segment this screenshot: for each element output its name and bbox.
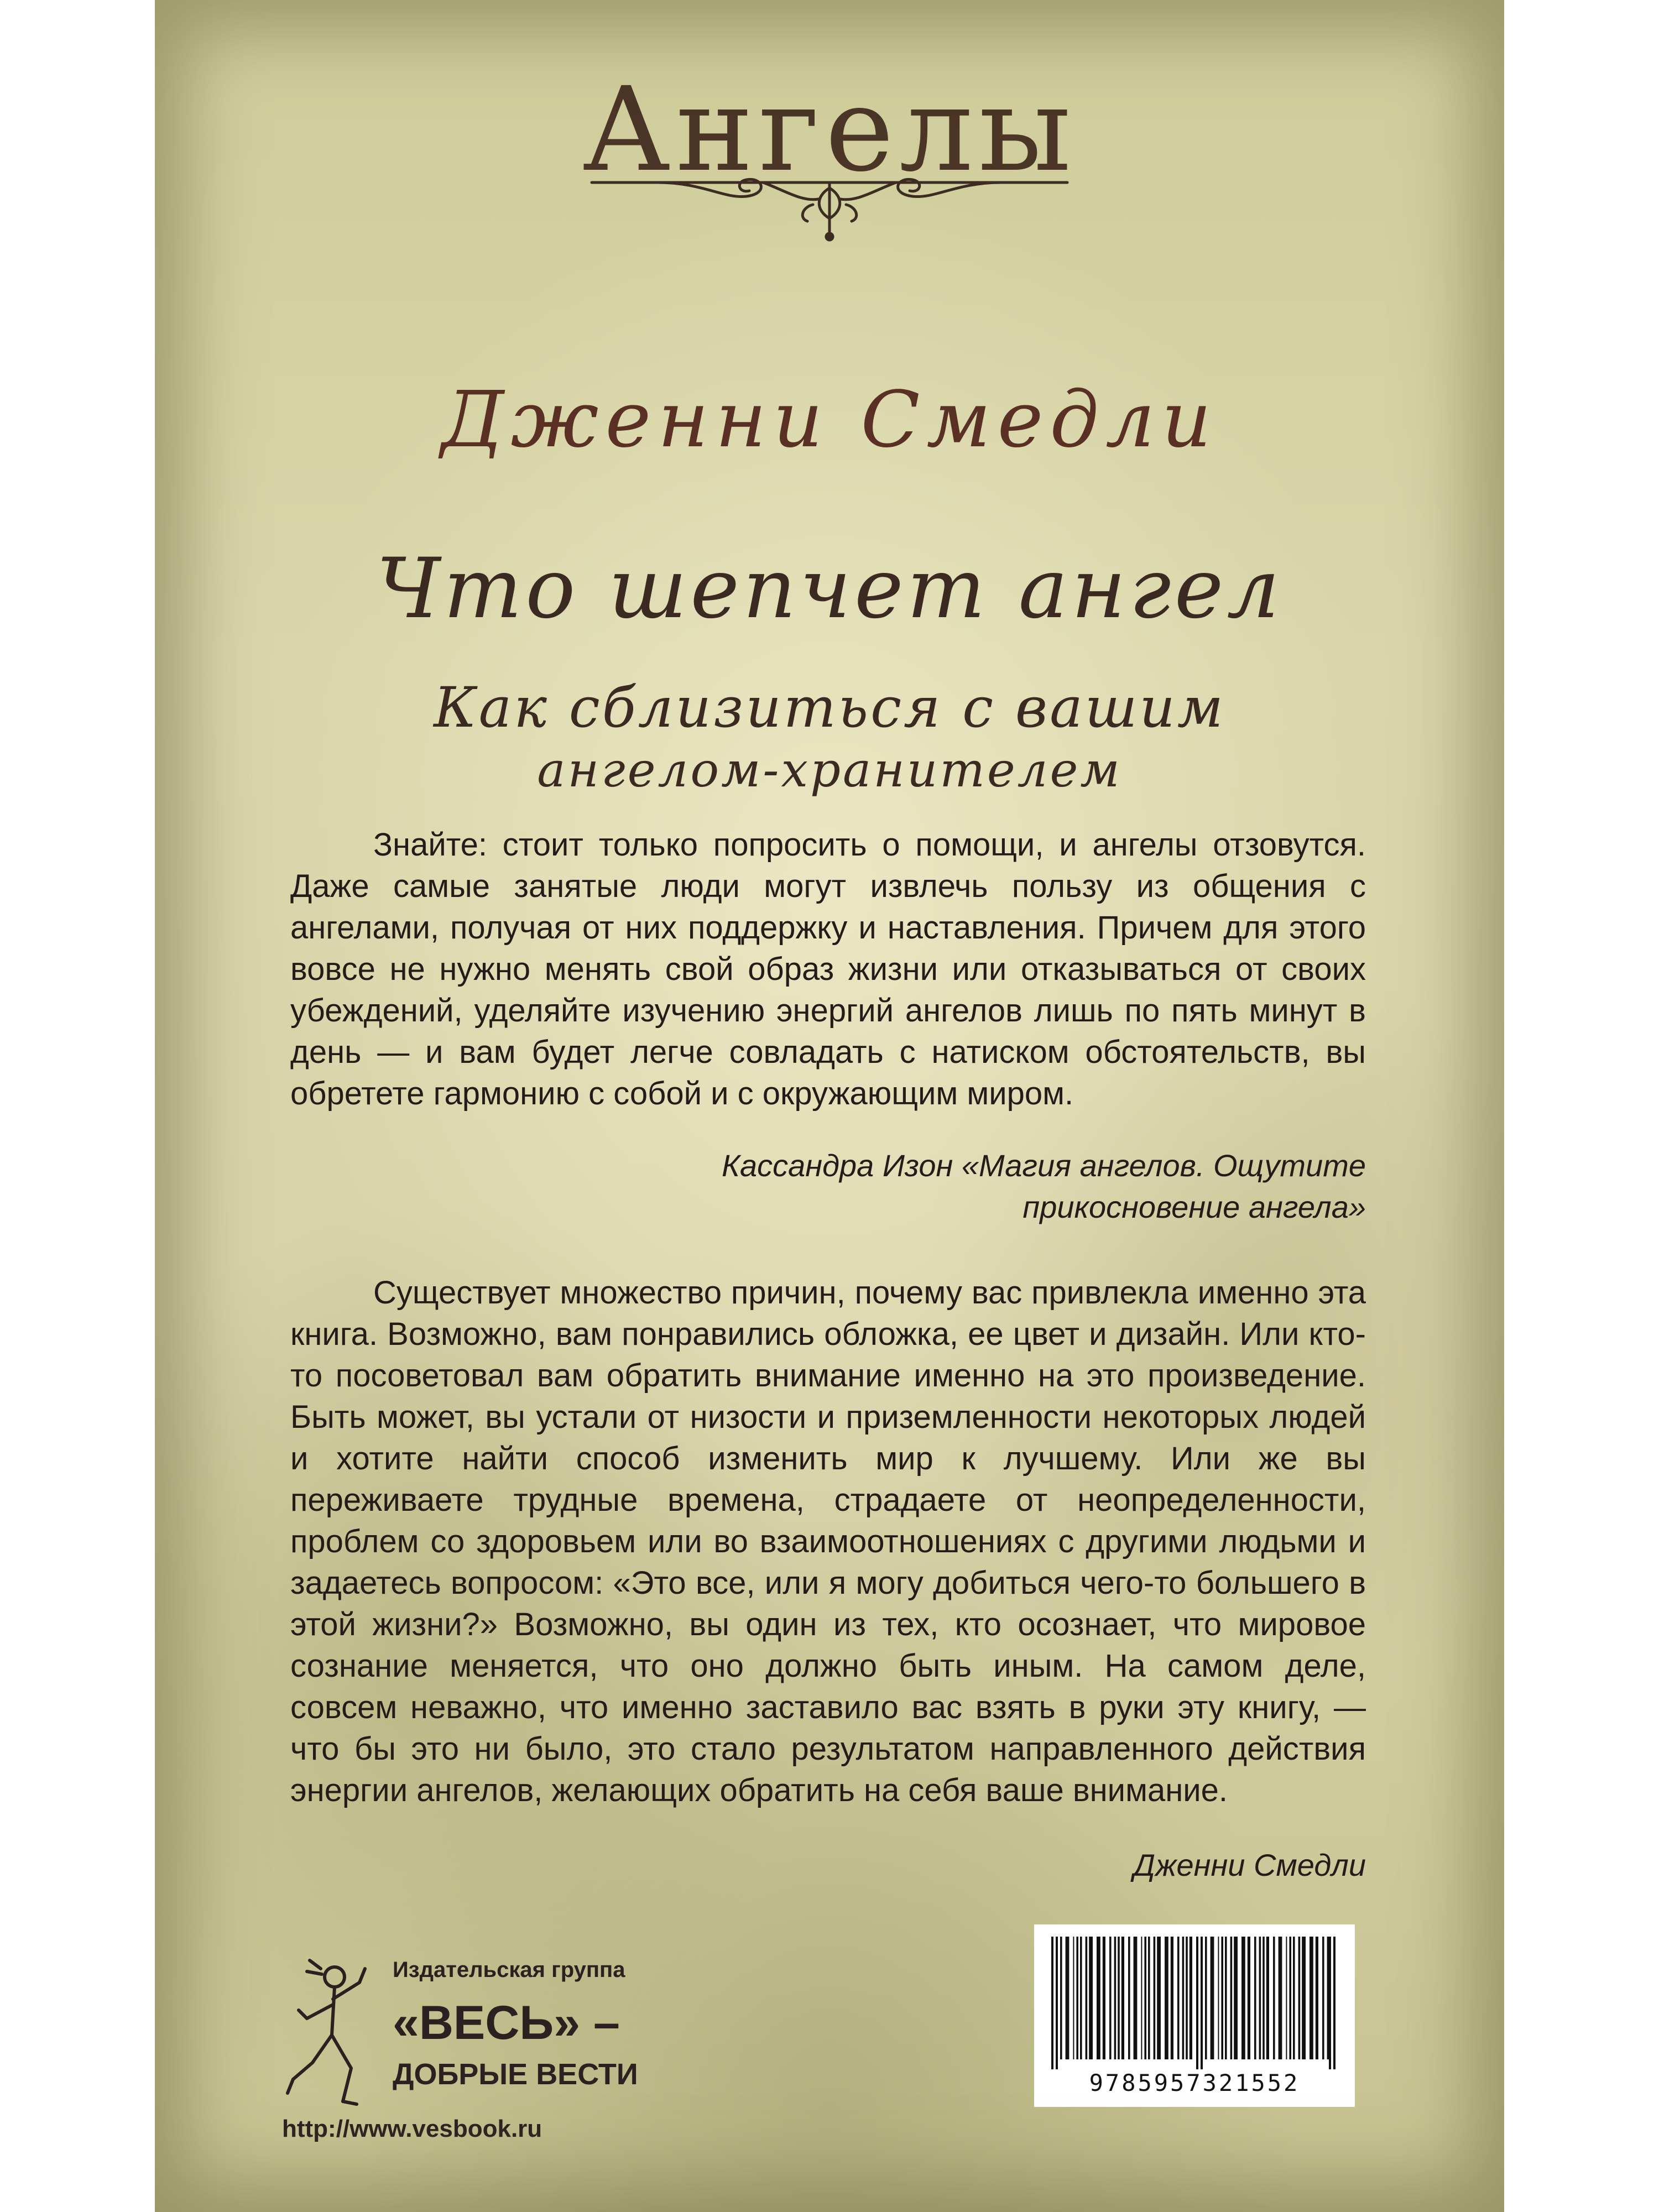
book-back-cover — [155, 0, 1504, 2212]
blurb-paragraph-2 — [290, 1272, 1366, 1811]
book-title: Что шепчет ангел — [376, 541, 1283, 637]
publisher-block — [282, 1952, 780, 2151]
publisher-name: «ВЕСЬ» – — [393, 1996, 620, 2049]
series-title: Ангелы — [582, 62, 1077, 197]
barcode-digits: 9785957321552 — [1089, 2069, 1300, 2096]
barcode-bars-icon — [1048, 1937, 1341, 2069]
blurb-2-text: Существует множество причин, почему вас привлекла именно эта книга. Возможно, вам понравились обложка, ее цвет и дизайн. Или кто-то посоветовал вам обратить внимание именно на это произведение. Быть может, вы устали от низости и приземленности некоторых людей и хотите найти способ изменить мир к лучшему. Или же вы переживаете трудные времена, страдаете от неопределенности, проблем со здоровьем или во взаимоотношениях с другими людьми и задаетесь вопросом: «Это все, или я могу добиться чего-то большего в этой жизни?» Возможно, вы один из тех, кто осознает, что мировое сознание меняется, что оно должно быть иным. На самом деле, совсем неважно, что именно заставило вас взять в руки эту книгу, — что бы это ни было, это стало результатом направленного действия энергии ангелов, желающих обратить на себя ваше внимание. — [290, 1275, 1366, 1808]
blurb-paragraph-1 — [290, 824, 1366, 1114]
attribution-line-2: прикосновение ангела» — [1022, 1190, 1366, 1224]
publisher-url[interactable]: http://www.vesbook.ru — [282, 2115, 542, 2142]
publisher-group-label: Издательская группа — [393, 1958, 625, 1982]
blurb-1-text: Знайте: стоит только попросить о помощи, и ангелы отзовутся. Даже самые занятые люди могут извлечь пользу из общения с ангелами, получая от них поддержку и наставления. Причем для этого вовсе не нужно менять свой образ жизни или отказываться от своих убеждений, уделяйте изучению энергий ангелов лишь по пять минут в день — и вам будет легче совладать с натиском обстоятельств, вы обретете гармонию с собой и с окружающим миром. — [290, 827, 1366, 1112]
hermes-figure-icon — [282, 1952, 376, 2118]
attribution-line-1: Кассандра Изон «Магия ангелов. Ощутите — [721, 1148, 1366, 1183]
publisher-name-line-2: ДОБРЫЕ ВЕСТИ — [393, 2058, 638, 2091]
isbn-barcode — [1034, 1924, 1355, 2107]
subtitle-line-2: ангелом-хранителем — [537, 743, 1122, 798]
ornament-divider-icon — [581, 166, 1078, 243]
blurb-1-attribution — [426, 1145, 1366, 1228]
blurb-2-attribution: Дженни Смедли — [1133, 1848, 1366, 1882]
subtitle-line-1: Как сблизиться с вашим — [434, 675, 1225, 740]
author-name: Дженни Смедли — [441, 375, 1218, 465]
